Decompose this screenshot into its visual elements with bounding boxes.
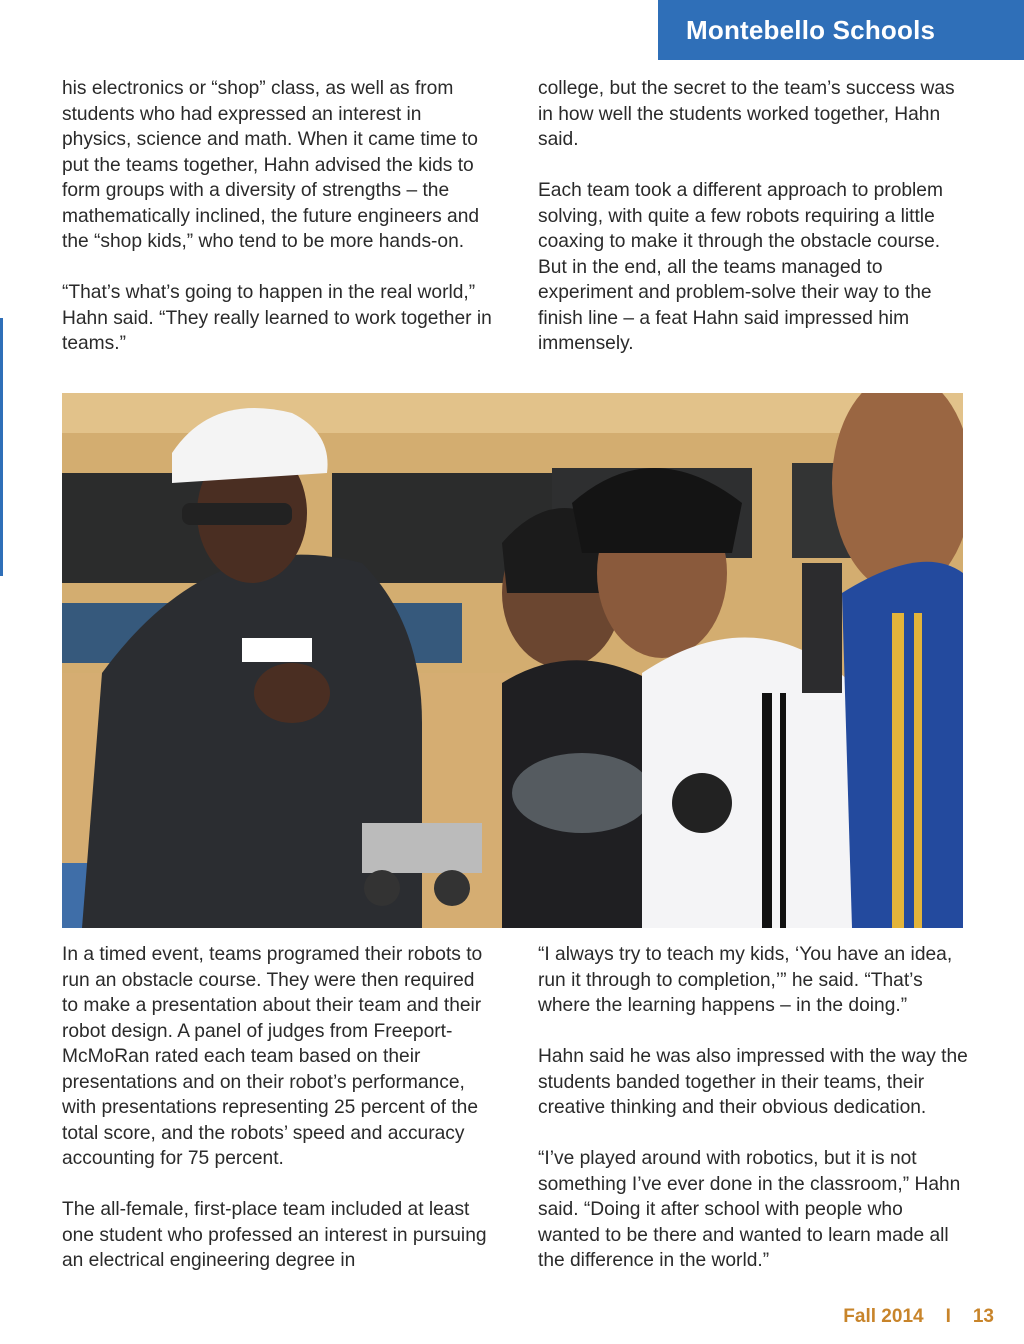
article-column-bottom-left <box>62 942 492 1274</box>
paragraph: Each team took a different approach to problem solving, with quite a few robots requiring a little coaxing to make it through the obstacle course. But in the end, all the teams managed to experiment and problem-solve their way to the finish line – a feat Hahn said impressed him immensely. <box>538 180 943 354</box>
paragraph: “I always try to teach my kids, ‘You have an idea, run it through to completion,’” he said. “That’s where the learning happens – in the doing.” <box>538 944 953 1016</box>
article-column-top-right <box>538 76 968 357</box>
issue-label: Fall 2014 <box>843 1306 924 1327</box>
photo-illustration <box>62 393 963 928</box>
page-number: 13 <box>972 1306 994 1327</box>
section-banner <box>658 0 1024 60</box>
page-edge-marker <box>0 318 3 576</box>
paragraph: In a timed event, teams programed their robots to run an obstacle course. They were then required to make a presentation about their team and their robot design. A panel of judges from Freeport-McMoRan rated each team based on their presentations and on their robot’s performance, with presentations representing 25 percent of the total score, and the robots’ speed and accuracy accounting for 75 percent. <box>62 944 483 1169</box>
paragraph: college, but the secret to the team’s success was in how well the students worked together, Hahn said. <box>538 78 955 150</box>
article-column-top-left <box>62 76 492 357</box>
article-column-bottom-right <box>538 942 968 1274</box>
paragraph: “That’s what’s going to happen in the real world,” Hahn said. “They really learned to work together in teams.” <box>62 282 492 354</box>
paragraph: “I’ve played around with robotics, but it is not something I’ve ever done in the classroom,” Hahn said. “Doing it after school with people who wanted to be there and wanted to learn made all the difference in the world.” <box>538 1148 961 1271</box>
section-title: Montebello Schools <box>686 15 936 45</box>
paragraph: The all-female, first-place team included at least one student who professed an interest in pursuing an electrical engineering degree in <box>62 1199 487 1271</box>
article-photo <box>62 393 963 928</box>
page-footer <box>843 1306 994 1328</box>
paragraph: his electronics or “shop” class, as well as from students who had expressed an interest in physics, science and math. When it came time to put the teams together, Hahn advised the kids to form groups with a diversity of strengths – the mathematically inclined, the future engineers and the “shop kids,” who tend to be more hands-on. <box>62 78 480 252</box>
footer-separator: I <box>945 1306 951 1327</box>
paragraph: Hahn said he was also impressed with the way the students banded together in their teams, their creative thinking and their obvious dedication. <box>538 1046 968 1118</box>
